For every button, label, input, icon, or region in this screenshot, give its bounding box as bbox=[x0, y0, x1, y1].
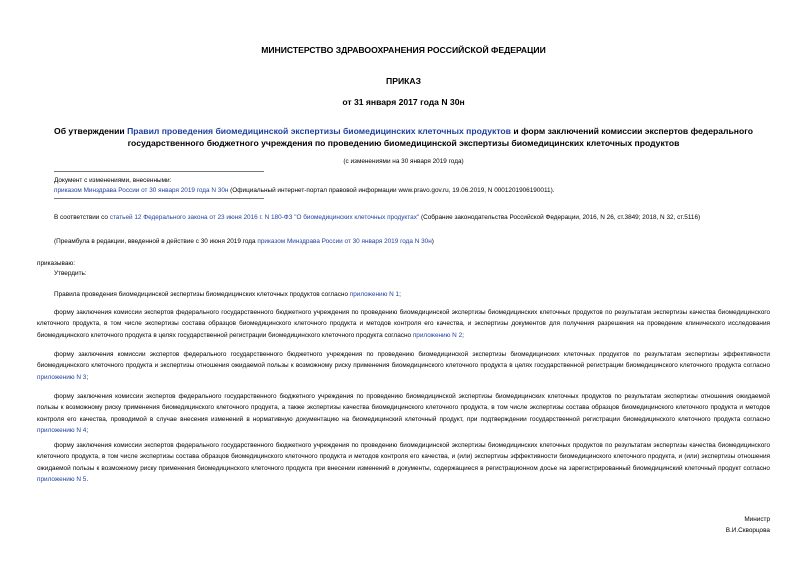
preamble-edit-note bbox=[37, 236, 770, 247]
changes-top-rule bbox=[54, 171, 264, 172]
list-item: форму заключения комиссии экспертов федерального государственного бюджетного учреждения по проведению биомедицинской экспертизы биомедицинских клеточных продуктов по результатам экспертизы качества биомедицинского клеточного продукта, в том числе экспертизы состава образцов биомедицинского клеточного продукта и методов контроля его качества, и экспертизы документов для получения разрешения на проведение клинического исследования биомедицинского клеточного продукта в целях государственной регистрации биомедицинского клеточного продукта согласно приложению N 2; bbox=[37, 309, 770, 339]
changes-source: (Официальный интернет-портал правовой информации www.pravo.gov.ru, 19.06.2019, N 0001201906190011). bbox=[228, 187, 555, 194]
federal-law-link[interactable]: статьей 12 Федерального закона от 23 июня 2016 г. N 180-ФЗ "О биомедицинских клеточных продуктах" bbox=[109, 214, 420, 221]
amendments-note: (с изменениями на 30 января 2019 года) bbox=[343, 158, 464, 165]
title-rules-link[interactable]: Правил проведения биомедицинской экспертизы биомедицинских клеточных продуктов bbox=[127, 126, 511, 136]
preamble-suffix: (Собрание законодательства Российской Федерации, 2016, N 26, ст.3849; 2018, N 32, ст.5116) bbox=[419, 214, 701, 221]
appendix-3-link[interactable]: приложению N 3 bbox=[37, 373, 87, 381]
preamble-edit-link[interactable]: приказом Минздрава России от 30 января 2019 года N 30н bbox=[257, 238, 432, 245]
appendix-2-link[interactable]: приложению N 2 bbox=[412, 331, 463, 339]
document-title bbox=[30, 125, 777, 149]
order-heading: ПРИКАЗ bbox=[386, 76, 421, 86]
changes-line bbox=[54, 185, 774, 196]
ministry-heading: МИНИСТЕРСТВО ЗДРАВООХРАНЕНИЯ РОССИЙСКОЙ ФЕДЕРАЦИИ bbox=[261, 45, 546, 55]
list-item: форму заключения комиссии экспертов федерального государственного бюджетного учреждения по проведению биомедицинской экспертизы биомедицинских клеточных продуктов по результатам экспертизы отношения ожидаемой пользы к возможному риску применения биомедицинского клеточного продукта, а также экспертизы качества биомедицинского клеточного продукта, в том числе экспертизы состава образцов биомедицинского клеточного продукта и методов контроля его качества, проводимой в случае внесения изменений в нормативную документацию на биомедицинский клеточный продукт, при подтверждении государственной регистрации биомедицинского клеточного продукта согласно приложению N 4; bbox=[37, 393, 770, 435]
appendix-1-link[interactable]: приложению N 1 bbox=[349, 291, 400, 298]
signature-position: Министр bbox=[744, 516, 770, 523]
order-date: от 31 января 2017 года N 30н bbox=[342, 97, 465, 107]
list-item: Правила проведения биомедицинской экспертизы биомедицинских клеточных продуктов согласно приложению N 1; bbox=[54, 291, 401, 298]
appendix-5-link[interactable]: приложению N 5 bbox=[37, 476, 87, 484]
changes-order-link[interactable]: приказом Минздрава России от 30 января 2019 года N 30н bbox=[54, 187, 229, 194]
appendix-4-link[interactable]: приложению N 4 bbox=[37, 427, 87, 435]
list-item: форму заключения комиссии экспертов федерального государственного бюджетного учреждения по проведению биомедицинской экспертизы биомедицинских клеточных продуктов по результатам экспертизы эффективности биомедицинского клеточного продукта и экспертизы отношения ожидаемой пользы к возможному риску применения биомедицинского клеточного продукта в целях государственной регистрации биомедицинского клеточного продукта согласно приложению N 3; bbox=[37, 351, 770, 381]
preamble-paragraph bbox=[37, 212, 770, 223]
signature-name: В.И.Скворцова bbox=[725, 527, 770, 534]
order-word: приказываю: bbox=[37, 260, 75, 267]
changes-label: Документ с изменениями, внесенными: bbox=[54, 177, 172, 184]
title-suffix: и форм заключений комиссии экспертов федерального государственного бюджетного учреждения по проведению биомедицинской экспертизы биомедицинских клеточных продуктов bbox=[127, 126, 753, 148]
approve-word: Утвердить: bbox=[54, 270, 87, 277]
preamble-edit-prefix: (Преамбула в редакции, введенной в действие с 30 июня 2019 года bbox=[54, 238, 258, 245]
preamble-prefix: В соответствии со bbox=[54, 214, 110, 221]
list-item: форму заключения комиссии экспертов федерального государственного бюджетного учреждения по проведению биомедицинской экспертизы биомедицинских клеточных продуктов по результатам экспертизы качества биомедицинского клеточного продукта, в том числе экспертизы состава образцов биомедицинского клеточного продукта и методов контроля его качества, и (или) экспертизы эффективности биомедицинского клеточного продукта, и (или) экспертизы отношения ожидаемой пользы к возможному риску применения биомедицинского клеточного продукта при внесении изменений в документы, содержащиеся в регистрационном досье на зарегистрированный биомедицинский клеточный продукт согласно приложению N 5. bbox=[37, 442, 770, 484]
title-prefix: Об утверждении bbox=[54, 126, 128, 136]
changes-bottom-rule bbox=[54, 198, 264, 199]
preamble-edit-suffix: ) bbox=[431, 238, 434, 245]
